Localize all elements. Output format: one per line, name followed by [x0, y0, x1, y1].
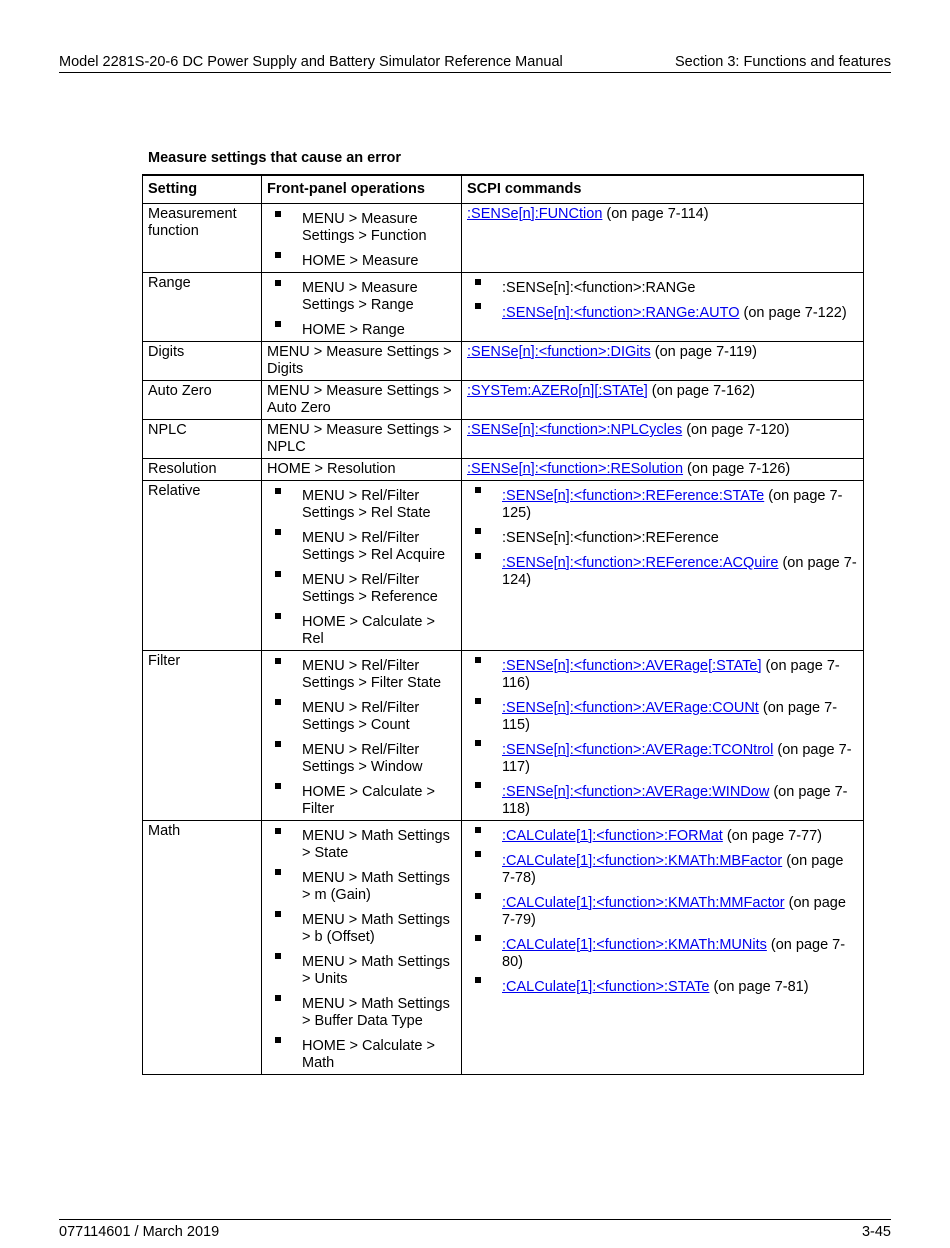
scpi-item: [467, 275, 858, 297]
front-panel-item: MENU > Rel/Filter Settings > Rel Acquire: [267, 524, 456, 564]
setting-cell: Resolution: [143, 459, 262, 481]
page-header: [59, 54, 891, 73]
front-panel-text: MENU > Measure Settings > Digits: [267, 344, 452, 377]
column-header-scpi: SCPI commands: [462, 175, 864, 204]
page-footer: [59, 1219, 891, 1240]
scpi-item: [467, 973, 858, 996]
scpi-command-link[interactable]: :SENSe[n]:<function>:REFerence:ACQuire: [502, 555, 779, 571]
scpi-item: [467, 889, 858, 929]
front-panel-list: [267, 653, 456, 818]
scpi-item: [467, 736, 858, 776]
front-panel-list: [267, 275, 456, 339]
table-body: [143, 204, 864, 1075]
scpi-command-link[interactable]: :SENSe[n]:<function>:REFerence:STATe: [502, 488, 765, 504]
scpi-command-link[interactable]: :SYSTem:AZERo[n][:STATe]: [467, 383, 648, 399]
front-panel-cell: [262, 342, 462, 381]
setting-cell: Auto Zero: [143, 381, 262, 420]
scpi-command-link[interactable]: :SENSe[n]:FUNCtion: [467, 206, 603, 222]
table-row: [143, 821, 864, 1075]
document-number: 077114601 / March 2019: [59, 1224, 220, 1240]
page-reference: (on page 7-118): [502, 784, 848, 817]
scpi-list: [467, 823, 858, 996]
scpi-command-link[interactable]: :SENSe[n]:<function>:AVERage:COUNt: [502, 700, 759, 716]
front-panel-item: MENU > Math Settings > m (Gain): [267, 864, 456, 904]
column-header-setting: Setting: [143, 175, 262, 204]
front-panel-cell: [262, 381, 462, 420]
front-panel-cell: [262, 420, 462, 459]
front-panel-item: HOME > Calculate > Filter: [267, 778, 456, 818]
front-panel-text: MENU > Measure Settings > NPLC: [267, 422, 452, 455]
front-panel-item: MENU > Rel/Filter Settings > Filter State: [267, 653, 456, 692]
page-number: 3-45: [861, 1224, 891, 1240]
front-panel-item: MENU > Measure Settings > Function: [267, 206, 456, 245]
scpi-item: [467, 823, 858, 845]
scpi-item: [467, 299, 858, 322]
scpi-cell: [462, 420, 864, 459]
scpi-item: [467, 653, 858, 692]
front-panel-item: MENU > Math Settings > State: [267, 823, 456, 862]
setting-cell: Math: [143, 821, 262, 1075]
front-panel-list: [267, 483, 456, 648]
page-reference: (on page 7-115): [502, 700, 838, 733]
front-panel-item: MENU > Rel/Filter Settings > Rel State: [267, 483, 456, 522]
front-panel-list: [267, 823, 456, 1072]
front-panel-item: HOME > Calculate > Math: [267, 1032, 456, 1072]
table-row: [143, 204, 864, 273]
page-reference: (on page 7-122): [739, 305, 847, 321]
table-row: [143, 273, 864, 342]
scpi-cell: [462, 821, 864, 1075]
front-panel-list: [267, 206, 456, 270]
scpi-cell: [462, 342, 864, 381]
front-panel-text: HOME > Resolution: [267, 461, 396, 477]
setting-cell: Digits: [143, 342, 262, 381]
scpi-command-link[interactable]: :SENSe[n]:<function>:RANGe:AUTO: [502, 305, 740, 321]
front-panel-item: MENU > Math Settings > b (Offset): [267, 906, 456, 946]
page-reference: (on page 7-126): [683, 461, 791, 477]
page-reference: (on page 7-114): [602, 206, 709, 222]
scpi-list: [467, 275, 858, 322]
measure-settings-table: [142, 174, 864, 1075]
scpi-item: [467, 549, 858, 589]
scpi-item: [467, 694, 858, 734]
table-row: [143, 481, 864, 651]
table-row: [143, 651, 864, 821]
page-reference: (on page 7-116): [502, 658, 840, 691]
setting-cell: Relative: [143, 481, 262, 651]
front-panel-item: HOME > Range: [267, 316, 456, 339]
page-reference: (on page 7-125): [502, 488, 843, 521]
front-panel-cell: [262, 273, 462, 342]
scpi-command: :SENSe[n]:<function>:REFerence: [502, 530, 719, 546]
page-reference: (on page 7-119): [650, 344, 757, 360]
front-panel-item: HOME > Calculate > Rel: [267, 608, 456, 648]
scpi-command-link[interactable]: :SENSe[n]:<function>:NPLCycles: [467, 422, 683, 438]
front-panel-item: MENU > Rel/Filter Settings > Window: [267, 736, 456, 776]
scpi-list: [467, 653, 858, 818]
scpi-command: :SENSe[n]:<function>:RANGe: [502, 280, 696, 296]
page-reference: (on page 7-117): [502, 742, 852, 775]
table-row: [143, 459, 864, 481]
page-reference: (on page 7-77): [722, 828, 822, 844]
table-row: [143, 381, 864, 420]
scpi-cell: [462, 204, 864, 273]
setting-cell: NPLC: [143, 420, 262, 459]
section-title: Section 3: Functions and features: [674, 54, 891, 70]
table-row: [143, 342, 864, 381]
page-reference: (on page 7-80): [502, 937, 846, 970]
scpi-command-link[interactable]: :SENSe[n]:<function>:RESolution: [467, 461, 684, 477]
scpi-cell: [462, 651, 864, 821]
front-panel-item: HOME > Measure: [267, 247, 456, 270]
front-panel-item: MENU > Math Settings > Buffer Data Type: [267, 990, 456, 1030]
front-panel-item: MENU > Math Settings > Units: [267, 948, 456, 988]
scpi-list: [467, 483, 858, 589]
scpi-item: [467, 931, 858, 971]
scpi-command-link[interactable]: :CALCulate[1]:<function>:FORMat: [502, 828, 723, 844]
front-panel-cell: [262, 651, 462, 821]
table-row: [143, 420, 864, 459]
setting-cell: Measurement function: [143, 204, 262, 273]
page-reference: (on page 7-120): [682, 422, 790, 438]
front-panel-cell: [262, 821, 462, 1075]
scpi-item: [467, 778, 858, 818]
front-panel-item: MENU > Measure Settings > Range: [267, 275, 456, 314]
scpi-cell: [462, 381, 864, 420]
scpi-cell: [462, 273, 864, 342]
front-panel-item: MENU > Rel/Filter Settings > Count: [267, 694, 456, 734]
scpi-command-link[interactable]: :SENSe[n]:<function>:DIGits: [467, 344, 651, 360]
scpi-item: [467, 847, 858, 887]
scpi-command-link[interactable]: :SENSe[n]:<function>:AVERage:TCONtrol: [502, 742, 774, 758]
scpi-cell: [462, 459, 864, 481]
scpi-command-link[interactable]: :CALCulate[1]:<function>:KMATh:MMFactor: [502, 895, 785, 911]
scpi-command-link[interactable]: :CALCulate[1]:<function>:KMATh:MBFactor: [502, 853, 783, 869]
scpi-item: [467, 483, 858, 522]
scpi-command-link[interactable]: :SENSe[n]:<function>:AVERage[:STATe]: [502, 658, 762, 674]
page-reference: (on page 7-78): [502, 853, 844, 886]
setting-cell: Filter: [143, 651, 262, 821]
scpi-item: [467, 524, 858, 547]
page-reference: (on page 7-162): [647, 383, 755, 399]
setting-cell: Range: [143, 273, 262, 342]
table-caption: Measure settings that cause an error: [148, 150, 402, 166]
page-reference: (on page 7-124): [502, 555, 857, 588]
scpi-command-link[interactable]: :CALCulate[1]:<function>:STATe: [502, 979, 710, 995]
page-reference: (on page 7-81): [709, 979, 809, 995]
column-header-front-panel: Front-panel operations: [262, 175, 462, 204]
scpi-command-link[interactable]: :SENSe[n]:<function>:AVERage:WINDow: [502, 784, 770, 800]
scpi-command-link[interactable]: :CALCulate[1]:<function>:KMATh:MUNits: [502, 937, 767, 953]
front-panel-cell: [262, 481, 462, 651]
front-panel-cell: [262, 204, 462, 273]
front-panel-item: MENU > Rel/Filter Settings > Reference: [267, 566, 456, 606]
front-panel-cell: [262, 459, 462, 481]
scpi-cell: [462, 481, 864, 651]
manual-title: Model 2281S-20-6 DC Power Supply and Battery Simulator Reference Manual: [59, 54, 563, 70]
table-header-row: [143, 175, 864, 204]
front-panel-text: MENU > Measure Settings > Auto Zero: [267, 383, 452, 416]
page-reference: (on page 7-79): [502, 895, 846, 928]
